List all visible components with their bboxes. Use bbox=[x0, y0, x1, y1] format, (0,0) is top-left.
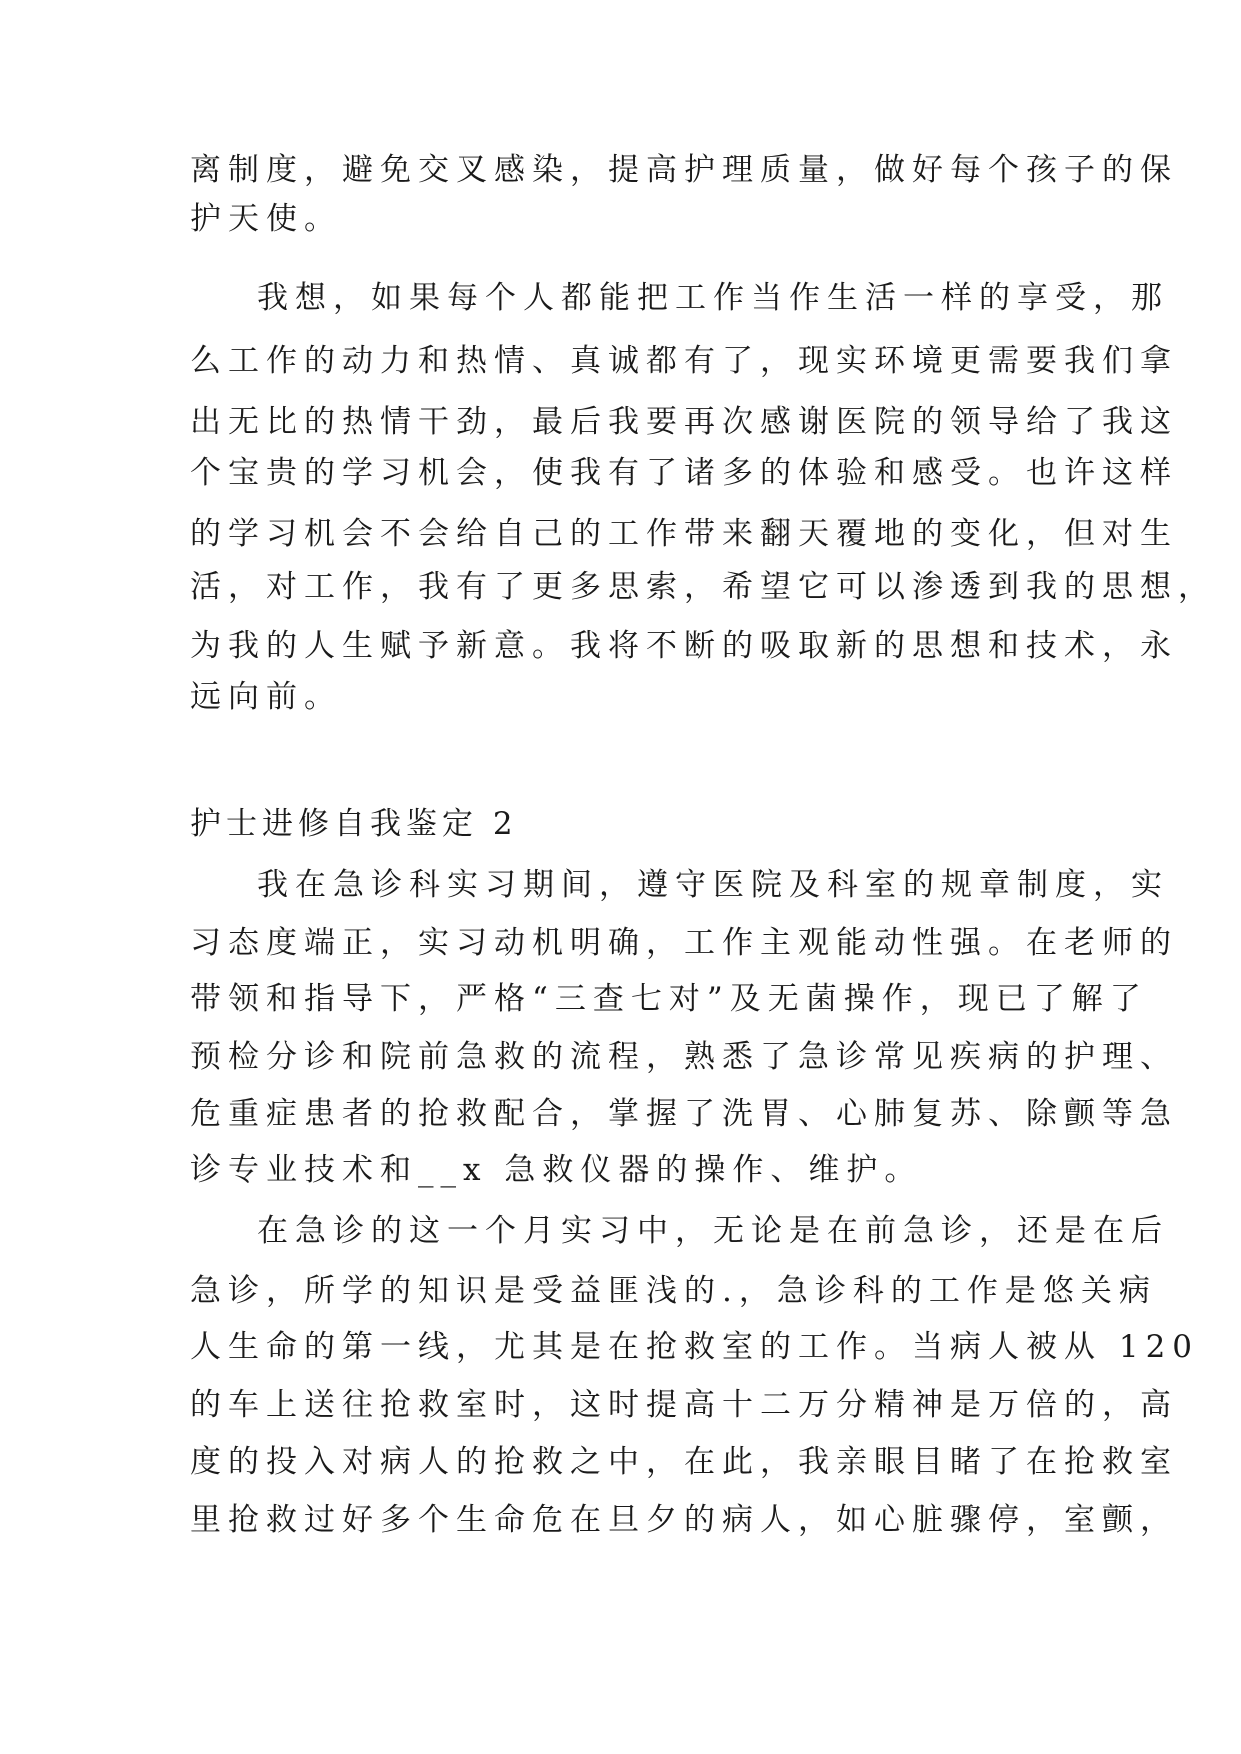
paragraph-line: 人生命的第一线，尤其是在抢救室的工作。当病人被从 120 bbox=[190, 1329, 1200, 1365]
paragraph-line: 远向前。 bbox=[190, 679, 342, 715]
paragraph-line: 我想，如果每个人都能把工作当作生活一样的享受，那 bbox=[257, 280, 1169, 316]
paragraph-line: 里抢救过好多个生命危在旦夕的病人，如心脏骤停，室颤， bbox=[190, 1502, 1178, 1538]
paragraph-line: 个宝贵的学习机会，使我有了诸多的体验和感受。也许这样 bbox=[190, 455, 1178, 491]
paragraph-line: 危重症患者的抢救配合，掌握了洗胃、心肺复苏、除颤等急 bbox=[190, 1096, 1178, 1132]
paragraph-line: 离制度，避免交叉感染，提高护理质量，做好每个孩子的保 bbox=[190, 152, 1178, 188]
paragraph-line: 活，对工作，我有了更多思索，希望它可以渗透到我的思想， bbox=[190, 569, 1216, 605]
section-heading: 护士进修自我鉴定 2 bbox=[190, 806, 518, 842]
paragraph-line: 预检分诊和院前急救的流程，熟悉了急诊常见疾病的护理、 bbox=[190, 1039, 1178, 1075]
paragraph-line: 急诊，所学的知识是受益匪浅的.，急诊科的工作是悠关病 bbox=[190, 1273, 1157, 1309]
paragraph-line: 为我的人生赋予新意。我将不断的吸取新的思想和技术，永 bbox=[190, 628, 1178, 664]
paragraph-line: 我在急诊科实习期间，遵守医院及科室的规章制度，实 bbox=[257, 867, 1169, 903]
paragraph-line: 么工作的动力和热情、真诚都有了，现实环境更需要我们拿 bbox=[190, 343, 1178, 379]
paragraph-line: 习态度端正，实习动机明确，工作主观能动性强。在老师的 bbox=[190, 925, 1178, 961]
paragraph-line: 度的投入对病人的抢救之中，在此，我亲眼目睹了在抢救室 bbox=[190, 1444, 1178, 1480]
paragraph-line: 诊专业技术和__x 急救仪器的操作、维护。 bbox=[190, 1152, 923, 1188]
paragraph-line: 护天使。 bbox=[190, 201, 342, 237]
paragraph-line: 出无比的热情干劲，最后我要再次感谢医院的领导给了我这 bbox=[190, 404, 1178, 440]
paragraph-line: 带领和指导下，严格“三查七对”及无菌操作，现已了解了 bbox=[190, 981, 1148, 1017]
paragraph-line: 的车上送往抢救室时，这时提高十二万分精神是万倍的，高 bbox=[190, 1387, 1178, 1423]
paragraph-line: 的学习机会不会给自己的工作带来翻天覆地的变化，但对生 bbox=[190, 516, 1178, 552]
paragraph-line: 在急诊的这一个月实习中，无论是在前急诊，还是在后 bbox=[257, 1213, 1169, 1249]
